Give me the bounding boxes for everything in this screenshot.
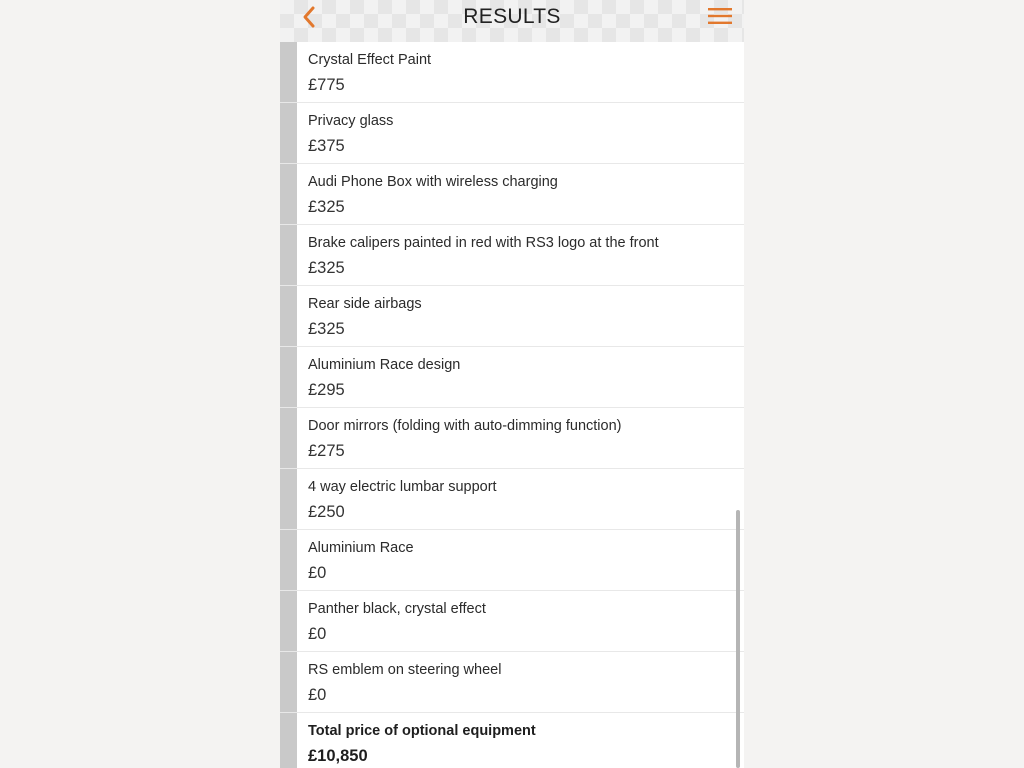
scrollbar[interactable] <box>736 510 740 768</box>
item-price: £275 <box>308 442 345 460</box>
row-marker <box>280 530 297 590</box>
row-marker <box>280 103 297 163</box>
item-name: Privacy glass <box>308 113 394 129</box>
list-item[interactable] <box>280 164 744 225</box>
row-marker <box>280 42 297 102</box>
item-name: Panther black, crystal effect <box>308 601 486 617</box>
options-list <box>280 42 744 768</box>
row-marker <box>280 652 297 712</box>
item-price: £375 <box>308 137 345 155</box>
item-price: £325 <box>308 259 345 277</box>
item-price: £0 <box>308 564 327 582</box>
list-item[interactable] <box>280 103 744 164</box>
item-name: Aluminium Race <box>308 540 414 556</box>
item-name: Door mirrors (folding with auto-dimming function) <box>308 418 622 434</box>
item-price: £325 <box>308 320 345 338</box>
list-item[interactable] <box>280 225 744 286</box>
item-price: £325 <box>308 198 345 216</box>
menu-button[interactable] <box>708 6 732 26</box>
row-marker <box>280 469 297 529</box>
list-item[interactable] <box>280 530 744 591</box>
hamburger-menu-icon <box>708 6 732 26</box>
item-name: Aluminium Race design <box>308 357 461 373</box>
row-marker <box>280 286 297 346</box>
list-item[interactable] <box>280 591 744 652</box>
row-marker <box>280 713 297 768</box>
row-marker <box>280 347 297 407</box>
item-name: RS emblem on steering wheel <box>308 662 502 678</box>
total-label: Total price of optional equipment <box>308 723 536 739</box>
results-screen <box>280 0 744 768</box>
item-name: Rear side airbags <box>308 296 422 312</box>
item-price: £250 <box>308 503 345 521</box>
item-name: Crystal Effect Paint <box>308 52 432 68</box>
item-price: £775 <box>308 76 345 94</box>
page-title: RESULTS <box>463 5 561 28</box>
row-marker <box>280 225 297 285</box>
list-item[interactable] <box>280 652 744 713</box>
row-marker <box>280 591 297 651</box>
list-item[interactable] <box>280 42 744 103</box>
row-marker <box>280 164 297 224</box>
item-price: £0 <box>308 686 327 704</box>
item-name: Brake calipers painted in red with RS3 logo at the front <box>308 235 659 251</box>
list-item[interactable] <box>280 408 744 469</box>
list-item[interactable] <box>280 286 744 347</box>
item-name: 4 way electric lumbar support <box>308 479 497 495</box>
total-price: £10,850 <box>308 747 368 765</box>
total-row <box>280 713 744 768</box>
header-bar <box>280 0 744 42</box>
item-price: £0 <box>308 625 327 643</box>
item-price: £295 <box>308 381 345 399</box>
list-item[interactable] <box>280 469 744 530</box>
list-item[interactable] <box>280 347 744 408</box>
item-name: Audi Phone Box with wireless charging <box>308 174 558 190</box>
row-marker <box>280 408 297 468</box>
